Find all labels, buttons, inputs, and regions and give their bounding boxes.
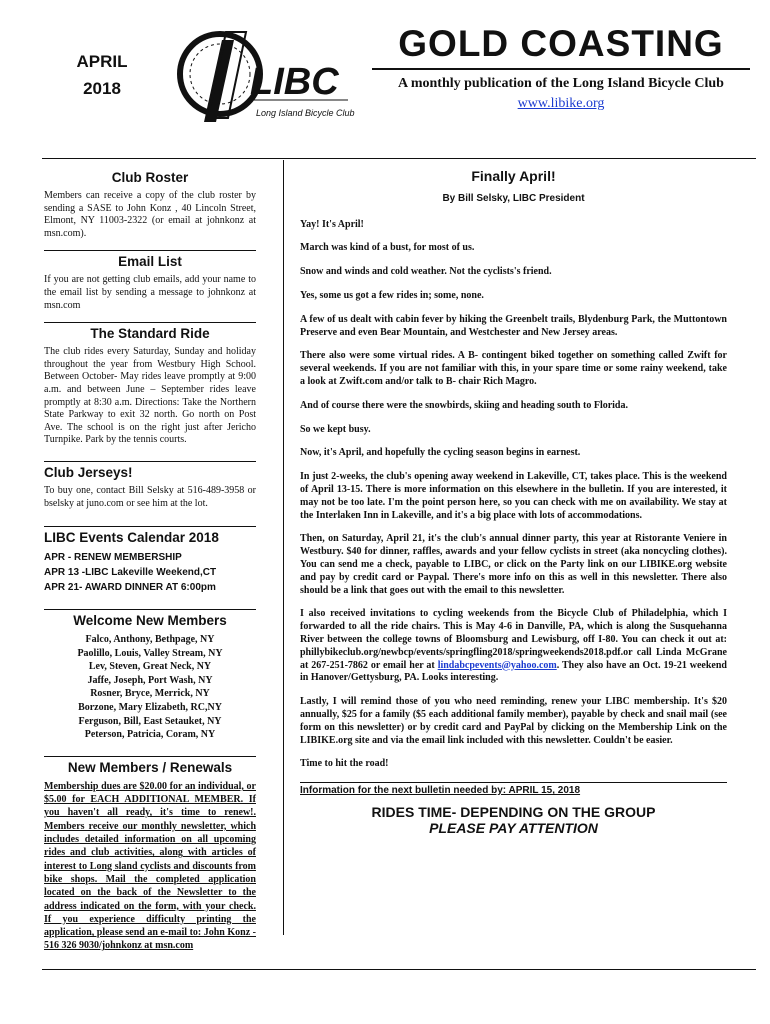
events-calendar-section	[44, 526, 256, 595]
article-paragraph: March was kind of a bust, for most of us.	[300, 242, 475, 254]
email-list-title: Email List	[118, 254, 182, 270]
standard-ride-text: The club rides every Saturday, Sunday and holiday throughout the year from Westbury High School. Between October- May rides leave promptly at 9:00 a.m. and between June – September rides leave promptly at 8:30 a.m. Directions: Take the Northern State Parkway to exit 32 north. Go north on Post Ave. The school is on the right just after Jericho Turnpike. Park by the tennis courts.	[44, 346, 256, 446]
article-paragraph: Yay! It's April!	[300, 218, 364, 230]
article-title: Finally April!	[471, 168, 556, 184]
club-jerseys-section	[44, 461, 256, 510]
article-paragraph: Then, on Saturday, April 21, it's the club's annual dinner party, this year at Ristorante Veniere in Westbury. $40 for dinner, raffles, awards and your fellow cyclists in street (aka noncycling clothes). You can send me a check, payable to LIBC, or click on the Party link on our LIBIKE.org website and pay by credit card or Paypal. There's more info on this as well in this newsletter. There also should be a link that goes out with the email to this newsletter.	[300, 533, 727, 596]
member-item: Lev, Steven, Great Neck, NY	[88, 661, 212, 673]
renewals-text: Membership dues are $20.00 for an individual, or $5.00 for EACH ADDITIONAL MEMBER. If you haven't all ready, it's time to renew!. Members receive our monthly newsletter, which includes detailed information on all upcoming rides and club activities, along with articles of interest to Long sland cyclists and discounts from bike shops. Mail the completed application located on the back of the Newsletter to the address indicated on the form, with your check. If you experience difficulty printing the application, please send an e-mail to: John Konz - 516 326 9030/johnkonz at msn.com	[44, 780, 256, 952]
bulletin-deadline	[300, 782, 727, 798]
libc-logo	[170, 22, 370, 132]
welcome-members-title: Welcome New Members	[73, 613, 227, 629]
email-list-section	[44, 250, 256, 312]
article-paragraph: Time to hit the road!	[300, 758, 389, 770]
pay-attention-notice: PLEASE PAY ATTENTION	[429, 819, 598, 836]
member-item: Rosner, Bryce, Merrick, NY	[90, 688, 210, 700]
bulletin-deadline-text: Information for the next bulletin needed by: APRIL 15, 2018	[300, 785, 581, 797]
article-paragraph: Snow and winds and cold weather. Not the cyclists's friend.	[300, 266, 552, 278]
sidebar	[44, 170, 256, 953]
footer-divider	[42, 969, 756, 970]
main-article	[300, 170, 727, 834]
article-paragraph: So we kept busy.	[300, 423, 371, 435]
website-link[interactable]: www.libike.org	[517, 96, 605, 111]
header-divider	[42, 158, 756, 159]
club-jerseys-text: To buy one, contact Bill Selsky at 516-489-3958 or bselsky at juno.com or see him at the lot.	[44, 484, 256, 509]
article-paragraph: Lastly, I will remind those of you who need reminding, renew your LIBC membership. It's $20 annually, $25 for a family ($5 each additional family member), payable by check and snail mail (see form on this newsletter) or by credit card and PayPal by clicking on the Membership Link on the LIBIKE.org site and via the email link included with this newsletter. Couldn't be easier.	[300, 696, 727, 746]
column-divider	[283, 160, 284, 935]
email-list-text: If you are not getting club emails, add your name to the email list by sending a message to johnkonz at msn.com	[44, 274, 256, 311]
article-paragraph: Yes, some us got a few rides in; some, none.	[300, 289, 484, 301]
club-roster-title: Club Roster	[111, 170, 189, 185]
issue-year: 2018	[83, 79, 121, 98]
renewals-section	[44, 756, 256, 953]
masthead	[372, 22, 750, 112]
masthead-rule	[372, 68, 750, 70]
standard-ride-title: The Standard Ride	[90, 326, 210, 342]
club-jerseys-title: Club Jerseys!	[44, 464, 133, 480]
article-paragraph: A few of us dealt with cabin fever by hiking the Greenbelt trails, Blydenburg Park, the Muttontown Preserve and even Bear Mountain, and Westchester and New Jersey areas.	[300, 313, 727, 338]
article-paragraph: And of course there were the snowbirds, skiing and heading south to Florida.	[300, 399, 628, 411]
event-item: APR - RENEW MEMBERSHIP	[44, 552, 182, 564]
article-paragraph: Now, it's April, and hopefully the cycling season begins in earnest.	[300, 447, 581, 459]
article-paragraph: In just 2-weeks, the club's opening away weekend in Lakeville, CT, takes place. This is the weekend of April 13-15. There is more information on this elsewhere in the bulletin. If you are interested, it may not be too late. I'm the point person here, so you can check with me on availability. We stay at the Interlaken Inn in Lakeville, and it's a big place with lots of accommodations.	[300, 471, 727, 521]
invitation-paragraph	[300, 608, 727, 685]
logo-text: LIBC	[250, 61, 339, 103]
invitation-tail: . They also have an Oct. 19-21 weekend in Hanover/Gettysburg, PA. Looks interesting.	[300, 659, 727, 684]
issue-date	[62, 48, 142, 102]
club-roster-section	[44, 170, 256, 240]
issue-month: APRIL	[76, 52, 128, 71]
renewals-title: New Members / Renewals	[67, 759, 233, 775]
article-paragraph: There also were some virtual rides. A B- contingent biked together on something called Zwift for several weekends. If you are not familiar with this, in your spare time or some rainy weekend, take a look at Zwift.com and/or talk to B- chair Rich Magro.	[300, 350, 727, 387]
events-calendar-title: LIBC Events Calendar 2018	[44, 530, 219, 546]
member-item: Jaffe, Joseph, Port Wash, NY	[87, 674, 213, 686]
welcome-members-section	[44, 609, 256, 742]
member-item: Ferguson, Bill, East Setauket, NY	[78, 715, 222, 727]
article-byline: By Bill Selsky, LIBC President	[442, 192, 585, 204]
newsletter-title: GOLD COASTING	[398, 23, 724, 64]
rides-time-notice: RIDES TIME- DEPENDING ON THE GROUP	[371, 803, 656, 820]
member-item: Borzone, Mary Elizabeth, RC,NY	[78, 702, 222, 714]
logo-caption: Long Island Bicycle Club	[256, 108, 355, 118]
invitation-text: I also received invitations to cycling weekends from the Bicycle Club of Philadelphia, which I forwarded to all the ride chairs. This is May 4-6 in Danville, PA, which is along the Susquehanna River between the college towns of Bloomsburg and Lewisburg, off I-80. You can check it out at: phillybikeclub.org/newbcp/events/springfling2018/springweekends2018.pdf.or call Linda McGrane at 267-251-7862 or email her at	[300, 608, 727, 671]
member-item: Falco, Anthony, Bethpage, NY	[85, 634, 215, 646]
club-roster-text: Members can receive a copy of the club roster by sending a SASE to John Konz , 40 Lincoln Street, Elmont, NY 11003-2322 (or email at johnkonz at msn.com).	[44, 190, 256, 239]
event-item: APR 21- AWARD DINNER AT 6:00pm	[44, 582, 216, 594]
newsletter-subtitle: A monthly publication of the Long Island Bicycle Club	[398, 76, 724, 91]
email-link[interactable]: lindabcpevents@yahoo.com	[437, 659, 557, 671]
event-item: APR 13 -LIBC Lakeville Weekend,CT	[44, 567, 217, 579]
standard-ride-section	[44, 322, 256, 447]
member-item: Paolillo, Louis, Valley Stream, NY	[77, 647, 223, 659]
member-item: Peterson, Patricia, Coram, NY	[84, 729, 216, 741]
